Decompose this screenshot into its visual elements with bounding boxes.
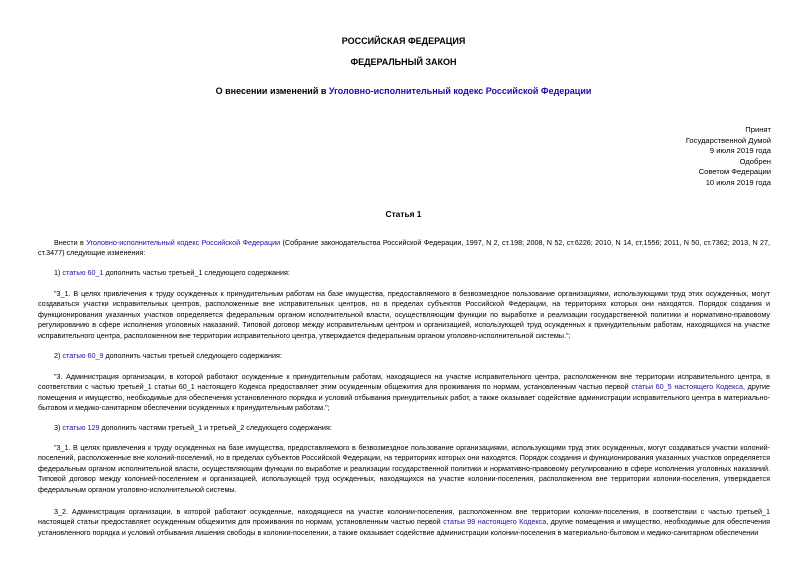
- item-2: [38, 351, 770, 361]
- adoption-line-5: Советом Федерации: [698, 167, 771, 177]
- adoption-line-4: Одобрен: [739, 156, 771, 166]
- adoption-block: [686, 125, 771, 189]
- item-3: [38, 423, 770, 433]
- law-title: [0, 86, 807, 97]
- adoption-line-6: 10 июля 2019 года: [705, 177, 771, 187]
- item-1-quote: "3_1. В целях привлечения к труду осужденных к принудительным работам на базе имущества, предоставляемого в безвозмездное пользование организациями, использующими труд этих осужденных, могут создаваться участки исправительных центров, расположенные вне исправительных центров, но в пределах субъектов Российской Федерации, на территориях которых они находятся. Порядок создания и функционирования указанных участков определяется федеральным органом исполнительной власти, осуществляющим функции по выработке и реализации государственной политики и нормативно-правовому регулированию в сфере исполнения уголовных наказаний. Типовой договор между исправительным центром и организацией, использующей труд осужденных к принудительным работам, находящихся на участке исправительного центра, расположенном вне территории исправительного центра, утверждается федеральным органом уголовно-исполнительной системы.";: [38, 289, 770, 340]
- item-2-quote-b: , другие помещения и имущество, необходимые для обеспечения установленного порядка и условий отбывания принудительных работ, а также оказывает содействие администрации исправительного центра в материально-бытовом и медико-санитарном обеспечении осужденных к принудительным работам.";: [38, 382, 770, 413]
- intro-text-b: (Собрание законодательства Российской Федерации, 1997, N 2, ст.198; 2008, N 52, ст.6226; 2010, N 14, ст.1556; 2011, N 50, ст.7362; 2013, N 27, ст.3477) следующие изменения:: [38, 238, 770, 258]
- item-1-num: 1): [54, 268, 63, 277]
- adoption-line-1: Принят: [745, 125, 771, 134]
- article-heading: Статья 1: [385, 209, 422, 219]
- law-title-link[interactable]: Уголовно-исполнительный кодекс Российской Федерации: [328, 86, 592, 96]
- item-2-num: 2): [54, 351, 63, 360]
- item-2-quote-link[interactable]: статьи 60_5 настоящего Кодекса: [631, 382, 743, 392]
- adoption-line-3: 9 июля 2019 года: [709, 146, 771, 156]
- item-3-num: 3): [54, 423, 63, 432]
- item-3-quote-1: "3_1. В целях привлечения к труду осужденных на базе имущества, предоставляемого в безвозмездное пользование организациями, использующими труд этих осужденных, могут создаваться участки колоний-поселений, расположенные вне колоний-поселений, но в пределах субъектов Российской Федерации, на территориях которых они находятся. Порядок создания и функционирования указанных участков определяется федеральным органом исполнительной власти, осуществляющим функции по выработке и реализации государственной политики и нормативно-правовому регулированию в сфере исполнения уголовных наказаний. Типовой договор между колонией-поселением и организацией, использующей труд осужденных, находящихся на участке колонии-поселения, расположенном вне территории колонии-поселения, утверждается федеральным органом уголовно-исполнительной системы.: [38, 443, 770, 494]
- law-title-prefix: О внесении изменений в: [215, 86, 329, 96]
- item-1-text: дополнить частью третьей_1 следующего содержания:: [103, 268, 290, 277]
- item-3-quote-2-a: 3_2. Администрация организации, в которой работают осужденные, находящиеся на участке колонии-поселения, расположенном вне территории колонии-поселения, в соответствии с частью третьей_1 настоящей статьи предоставляет осужденным общежития для проживания по нормам, установленным частью первой: [38, 507, 770, 527]
- item-3-text: дополнить частями третьей_1 и третьей_2 следующего содержания:: [99, 423, 332, 432]
- intro-text-a: Внести в: [54, 238, 87, 247]
- article-intro: [38, 238, 770, 259]
- item-2-link[interactable]: статью 60_9: [62, 351, 104, 360]
- item-3-quote-2-link[interactable]: статьи 99 настоящего Кодекса: [443, 517, 547, 527]
- item-3-quote-2-b: , другие помещения и имущество, необходимые для обеспечения установленного порядка и условий отбывания лишения свободы в колонии-поселении, а также оказывает содействие администрации колонии-поселения в материально-бытовом и медико-санитарном обеспечении: [38, 517, 770, 537]
- item-2-quote: [38, 372, 770, 414]
- item-2-text: дополнить частью третьей следующего содержания:: [103, 351, 282, 360]
- code-link[interactable]: Уголовно-исполнительный кодекс Российской Федерации: [86, 238, 281, 247]
- item-1: [38, 268, 770, 278]
- law-type-heading: ФЕДЕРАЛЬНЫЙ ЗАКОН: [350, 57, 457, 67]
- item-3-link[interactable]: статью 129: [62, 423, 100, 432]
- country-heading: РОССИЙСКАЯ ФЕДЕРАЦИЯ: [341, 36, 466, 46]
- item-3-quote-2: [38, 507, 770, 538]
- adoption-line-2: Государственной Думой: [685, 135, 771, 145]
- item-2-quote-a: "3. Администрация организации, в которой работают осужденные к принудительным работам, находящиеся на участке исправительного центра, расположенном вне территории исправительного центра, в соответствии с частью третьей_1 статьи 60_1 настоящего Кодекса предоставляет этим осужденным общежития для проживания по нормам, установленным частью первой: [38, 372, 770, 392]
- item-1-link[interactable]: статью 60_1: [62, 268, 104, 277]
